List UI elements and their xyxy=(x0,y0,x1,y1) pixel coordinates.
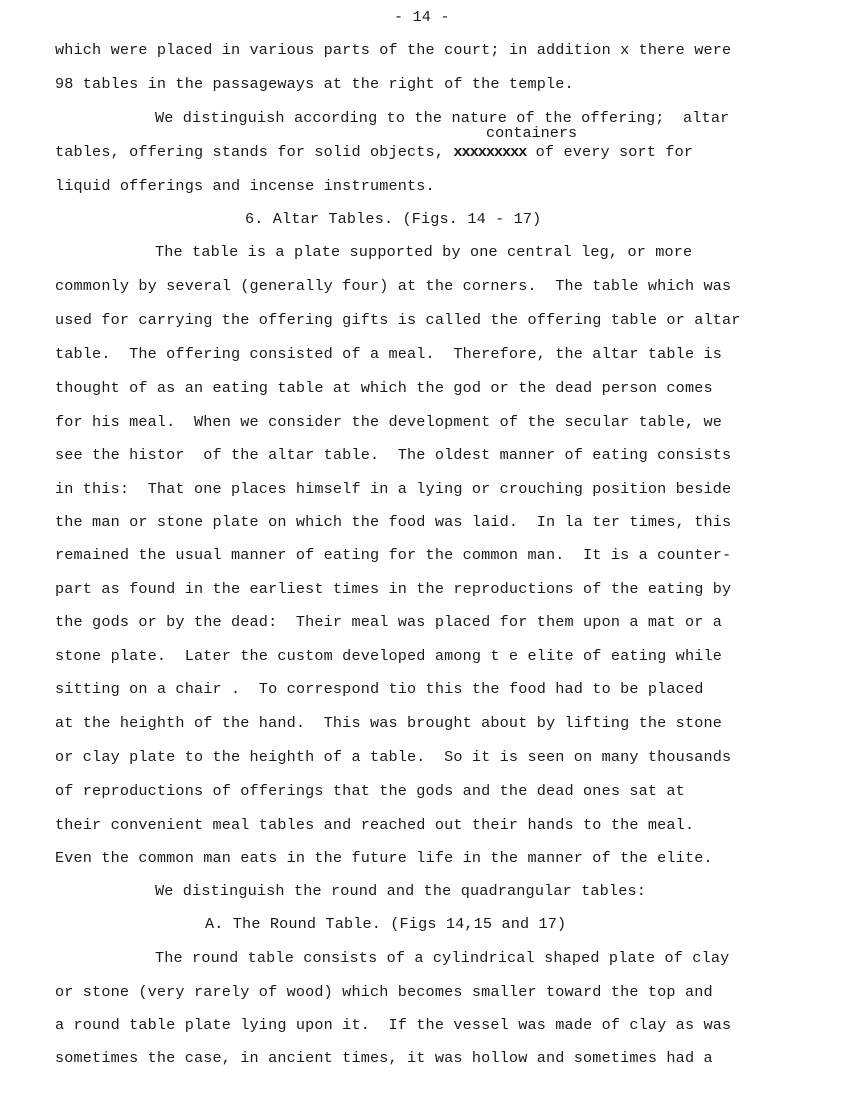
text-line: their convenient meal tables and reached out their hands to the meal. xyxy=(55,816,695,834)
text-line xyxy=(55,143,693,161)
text-line: Even the common man eats in the future life in the manner of the elite. xyxy=(55,849,713,867)
page-number: - 14 - xyxy=(394,8,450,26)
section-heading: 6. Altar Tables. (Figs. 14 - 17) xyxy=(245,210,542,228)
text-line: see the histor of the altar table. The oldest manner of eating consists xyxy=(55,446,732,464)
text-line: The round table consists of a cylindrical shaped plate of clay xyxy=(155,949,730,967)
text-line: the man or stone plate on which the food was laid. In la ter times, this xyxy=(55,513,732,531)
text-line: which were placed in various parts of the court; in addition x there were xyxy=(55,41,732,59)
text-line: of reproductions of offerings that the gods and the dead ones sat at xyxy=(55,782,685,800)
text-line: part as found in the earliest times in the reproductions of the eating by xyxy=(55,580,732,598)
text-line: a round table plate lying upon it. If the vessel was made of clay as was xyxy=(55,1016,732,1034)
text-segment: tables, offering stands for solid objects, xyxy=(55,143,454,161)
text-line: We distinguish the round and the quadrangular tables: xyxy=(155,882,646,900)
struck-out-word: xxxxxxxxx xyxy=(453,143,527,161)
interlinear-insertion: containers xyxy=(486,124,578,142)
text-line: thought of as an eating table at which the god or the dead person comes xyxy=(55,379,713,397)
subsection-heading: A. The Round Table. (Figs 14,15 and 17) xyxy=(205,915,567,933)
text-line: or stone (very rarely of wood) which becomes smaller toward the top and xyxy=(55,983,713,1001)
text-line: 98 tables in the passageways at the right of the temple. xyxy=(55,75,574,93)
text-line: the gods or by the dead: Their meal was placed for them upon a mat or a xyxy=(55,613,723,631)
text-line: in this: That one places himself in a lying or crouching position beside xyxy=(55,480,732,498)
text-line: at the heighth of the hand. This was brought about by lifting the stone xyxy=(55,714,723,732)
text-segment: of every sort for xyxy=(526,143,694,161)
text-line: for his meal. When we consider the development of the secular table, we xyxy=(55,413,723,431)
text-line: remained the usual manner of eating for the common man. It is a counter- xyxy=(55,546,732,564)
text-line: sometimes the case, in ancient times, it was hollow and sometimes had a xyxy=(55,1049,713,1067)
text-line: table. The offering consisted of a meal. Therefore, the altar table is xyxy=(55,345,723,363)
text-line: stone plate. Later the custom developed among t e elite of eating while xyxy=(55,647,723,665)
text-line: liquid offerings and incense instruments. xyxy=(55,177,435,195)
text-line: We distinguish according to the nature of the offering; altar xyxy=(155,109,730,127)
text-line: sitting on a chair . To correspond tio this the food had to be placed xyxy=(55,680,704,698)
text-line: The table is a plate supported by one central leg, or more xyxy=(155,243,693,261)
text-line: or clay plate to the heighth of a table. So it is seen on many thousands xyxy=(55,748,732,766)
text-line: used for carrying the offering gifts is called the offering table or altar xyxy=(55,311,741,329)
text-line: commonly by several (generally four) at the corners. The table which was xyxy=(55,277,732,295)
